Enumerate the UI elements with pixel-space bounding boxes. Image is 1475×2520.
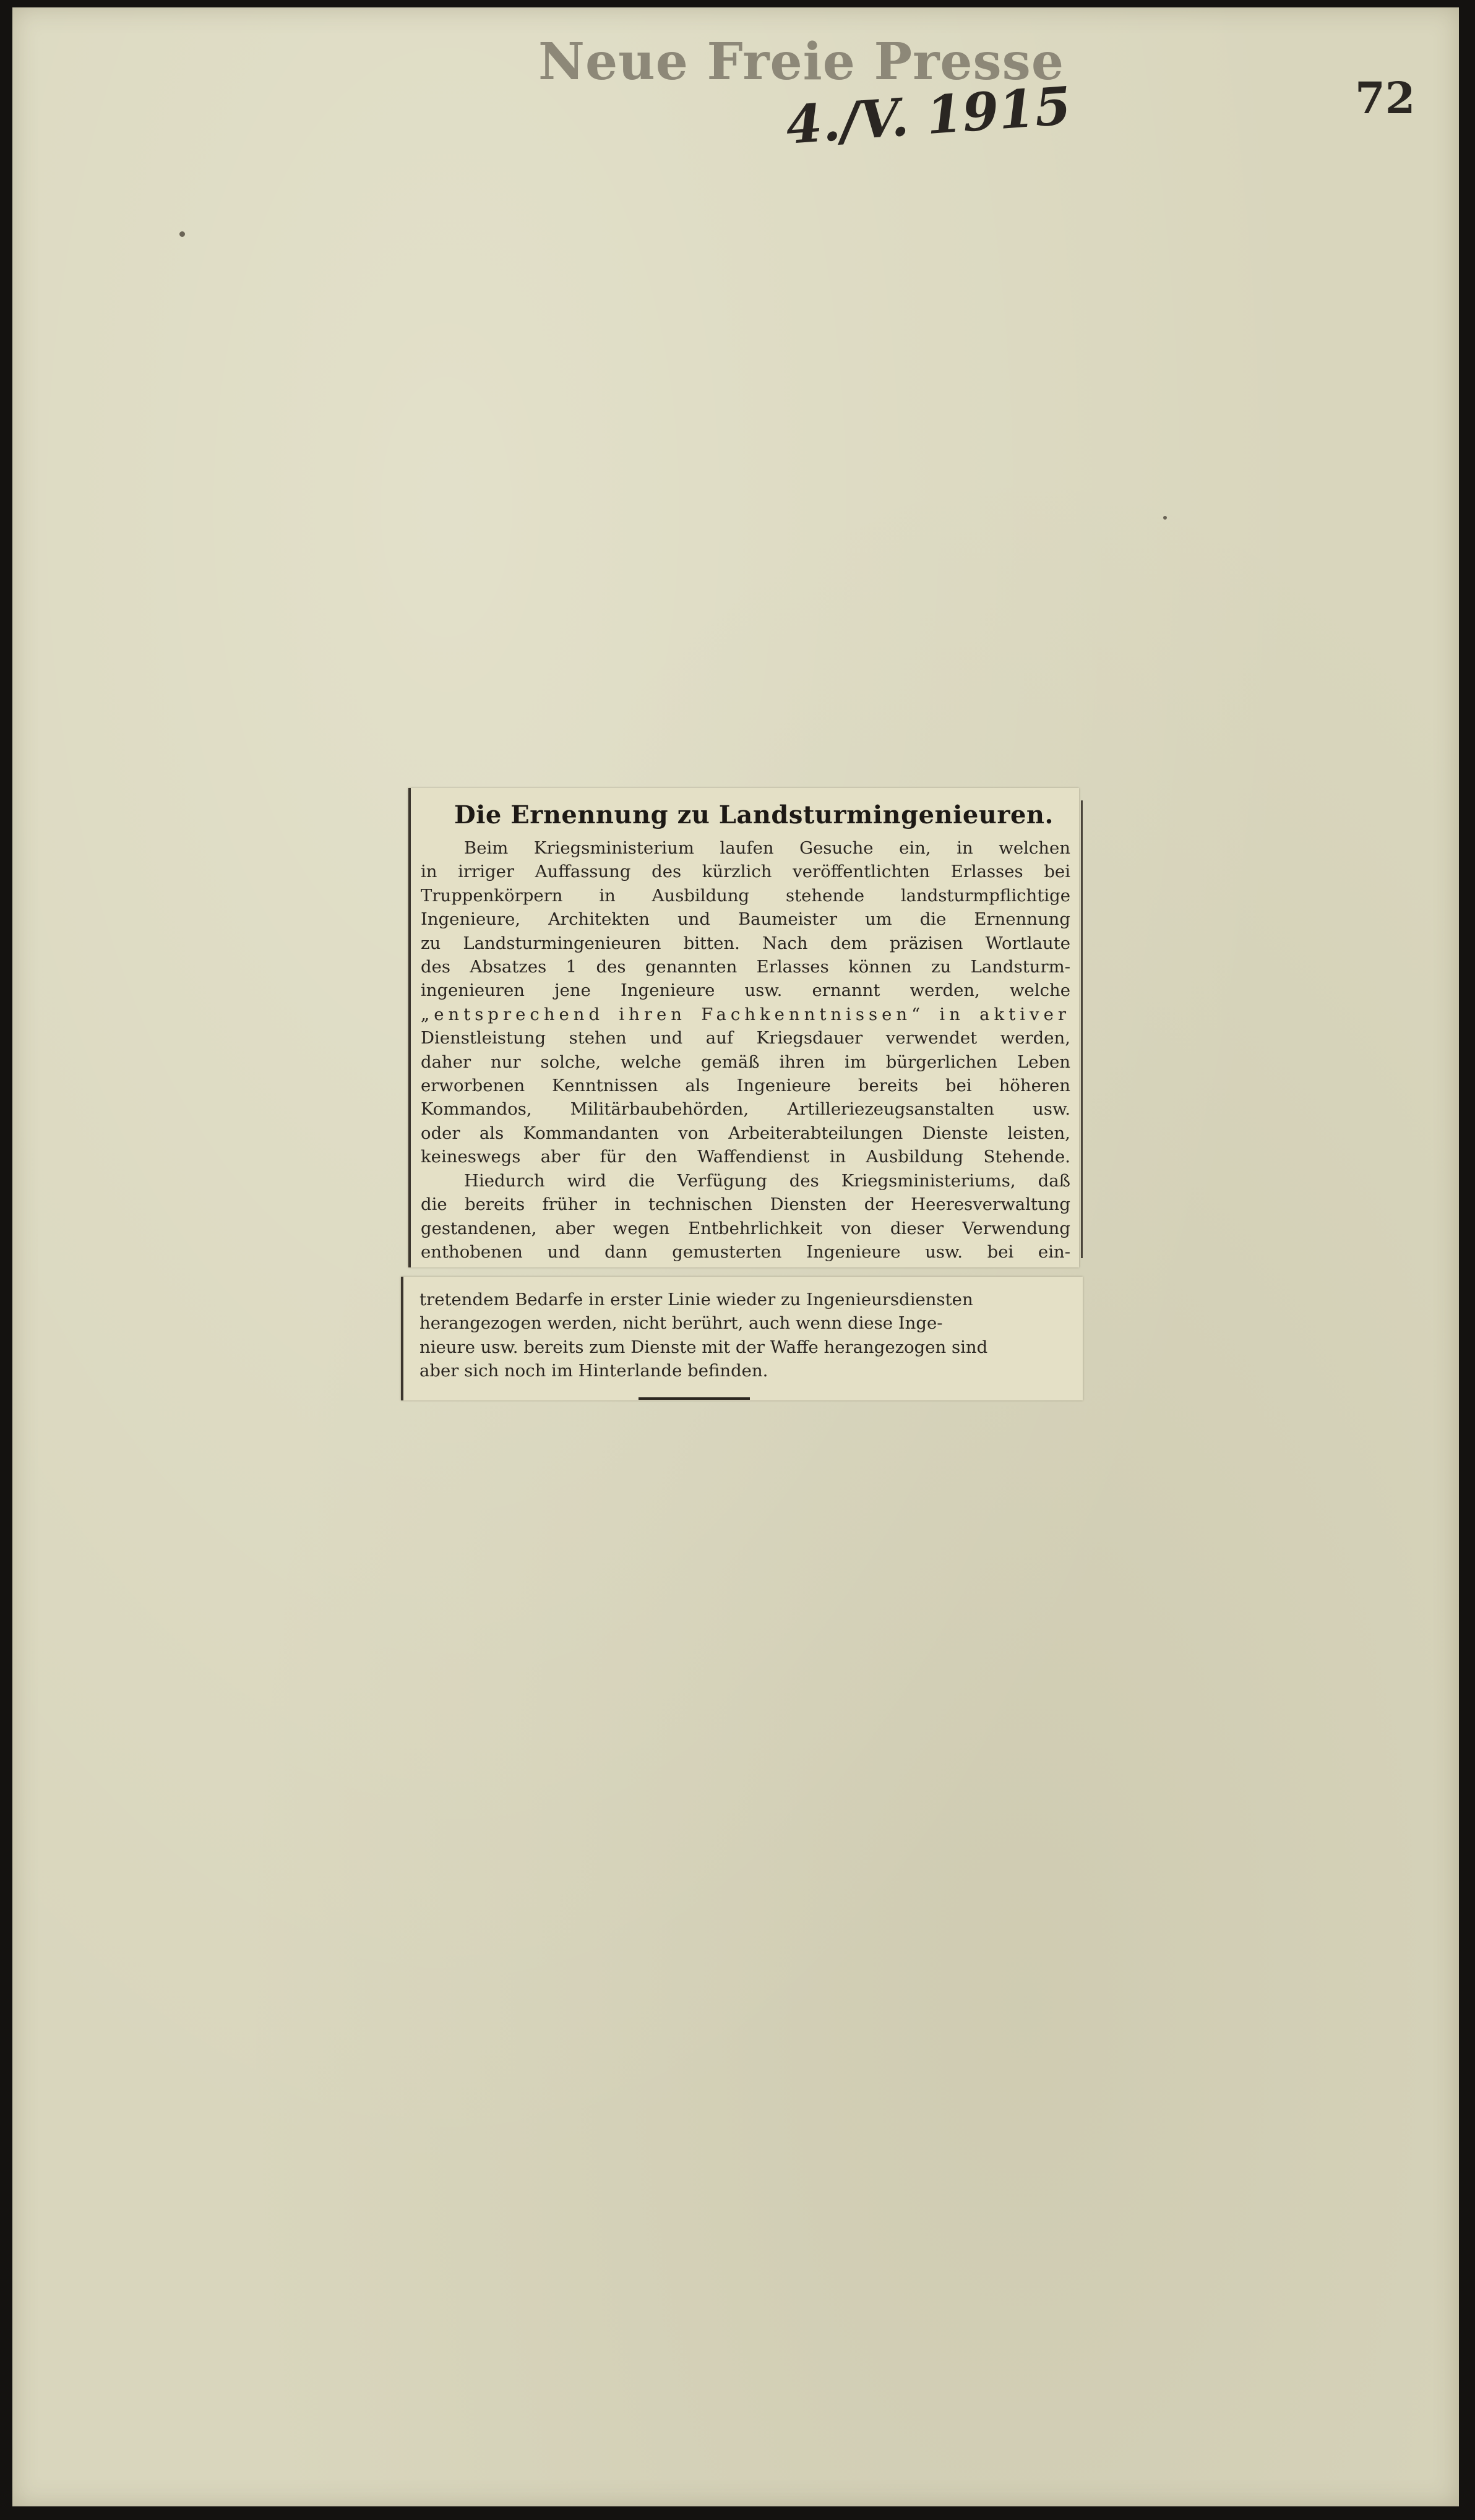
article-line: keineswegs aber für den Waffendienst in Ausbildung Stehende. bbox=[421, 1147, 1070, 1167]
end-rule bbox=[639, 1397, 750, 1400]
page-number: 72 bbox=[1355, 72, 1416, 124]
archive-sheet bbox=[12, 7, 1459, 2506]
article-line: Kommandos, Militärbaubehörden, Artilleriezeugsanstalten usw. bbox=[421, 1099, 1070, 1120]
article-line: Beim Kriegsministerium laufen Gesuche ein, in welchen bbox=[464, 838, 1070, 858]
article-line: Dienstleistung stehen und auf Kriegsdauer verwendet werden, bbox=[421, 1028, 1070, 1048]
article-line: Hiedurch wird die Verfügung des Kriegsministeriums, daß bbox=[464, 1170, 1070, 1191]
article-line: herangezogen werden, nicht berührt, auch wenn diese Inge- bbox=[419, 1313, 943, 1334]
handwritten-date: 4./V. 1915 bbox=[784, 75, 1073, 156]
article-line: zu Landsturmingenieuren bitten. Nach dem präzisen Wortlaute bbox=[421, 933, 1070, 953]
article-line: Ingenieure, Architekten und Baumeister um die Ernennung bbox=[421, 909, 1070, 930]
article-line: Truppenkörpern in Ausbildung stehende landsturmpflichtige bbox=[421, 885, 1070, 906]
newspaper-stamp: Neue Freie Presse bbox=[538, 32, 1065, 92]
article-line: daher nur solche, welche gemäß ihren im bürgerlichen Leben bbox=[421, 1052, 1070, 1072]
article-line: ingenieuren jene Ingenieure usw. ernannt werden, welche bbox=[421, 980, 1070, 1001]
newspaper-clipping bbox=[408, 788, 1079, 1267]
article-line: enthobenen und dann gemusterten Ingenieure usw. bei ein- bbox=[421, 1241, 1070, 1262]
article-headline: Die Ernennung zu Landsturmingenieuren. bbox=[454, 800, 1054, 829]
article-line: nieure usw. bereits zum Dienste mit der Waffe herangezogen sind bbox=[419, 1337, 988, 1357]
article-continuation bbox=[419, 1288, 1069, 1383]
article-line: die bereits früher in technischen Diensten der Heeresverwaltung bbox=[421, 1194, 1070, 1215]
article-line: aber sich noch im Hinterlande befinden. bbox=[419, 1361, 768, 1381]
article-line: oder als Kommandanten von Arbeiterabteilungen Dienste leisten, bbox=[421, 1123, 1070, 1143]
article-line: tretendem Bedarfe in erster Linie wieder zu Ingenieursdiensten bbox=[419, 1290, 973, 1309]
article-line: des Absatzes 1 des genannten Erlasses können zu Landsturm- bbox=[421, 957, 1070, 977]
article-line: gestandenen, aber wegen Entbehrlichkeit von dieser Verwendung bbox=[421, 1218, 1070, 1238]
paper-speck bbox=[179, 231, 185, 237]
newspaper-clipping-continuation bbox=[401, 1277, 1083, 1400]
article-line: „entsprechend ihren Fachkenntnissen“ in aktiver bbox=[421, 1004, 1070, 1024]
article-line: erworbenen Kenntnissen als Ingenieure bereits bei höheren bbox=[421, 1076, 1070, 1096]
article-line: in irriger Auffassung des kürzlich veröffentlichten Erlasses bei bbox=[421, 862, 1070, 882]
article-body bbox=[421, 836, 1070, 1264]
paper-speck bbox=[1163, 516, 1167, 520]
